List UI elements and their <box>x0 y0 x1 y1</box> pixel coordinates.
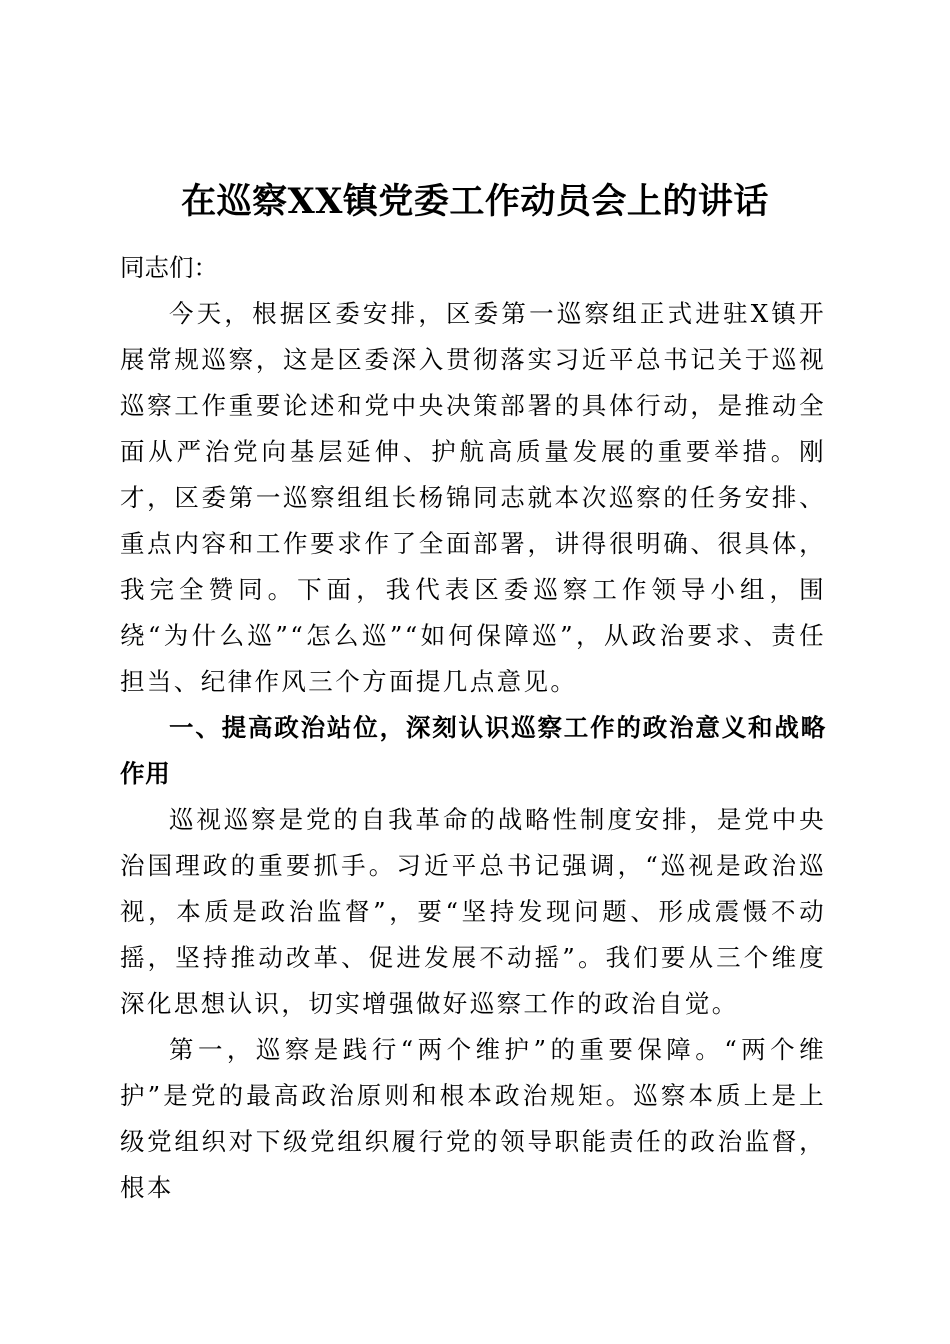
intro-paragraph: 今天，根据区委安排，区委第一巡察组正式进驻X镇开展常规巡察，这是区委深入贯彻落实习近平总书记关于巡视巡察工作重要论述和党中央决策部署的具体行动，是推动全面从严治党向基层延伸、护航高质量发展的重要举措。刚才，区委第一巡察组组长杨锦同志就本次巡察的任务安排、重点内容和工作要求作了全面部署，讲得很明确、很具体，我完全赞同。下面，我代表区委巡察工作领导小组，围绕“为什么巡”“怎么巡”“如何保障巡”，从政治要求、责任担当、纪律作风三个方面提几点意见。 <box>120 299 826 696</box>
section-heading: 一、提高政治站位，深刻认识巡察工作的政治意义和战略作用 <box>120 713 826 788</box>
body-paragraph: 巡视巡察是党的自我革命的战略性制度安排，是党中央治国理政的重要抓手。习近平总书记强调，“巡视是政治巡视，本质是政治监督”，要“坚持发现问题、形成震慑不动摇，坚持推动改革、促进发展不动摇”。我们要从三个维度深化思想认识，切实增强做好巡察工作的政治自觉。 <box>120 805 826 1018</box>
document-title: 在巡察XX镇党委工作动员会上的讲话 <box>181 181 769 222</box>
body-paragraph: 第一，巡察是践行“两个维护”的重要保障。“两个维护”是党的最高政治原则和根本政治规矩。巡察本质上是上级党组织对下级党组织履行党的领导职能责任的政治监督，根本 <box>120 1035 826 1202</box>
salutation: 同志们： <box>120 253 218 282</box>
document-body <box>120 245 826 1211</box>
